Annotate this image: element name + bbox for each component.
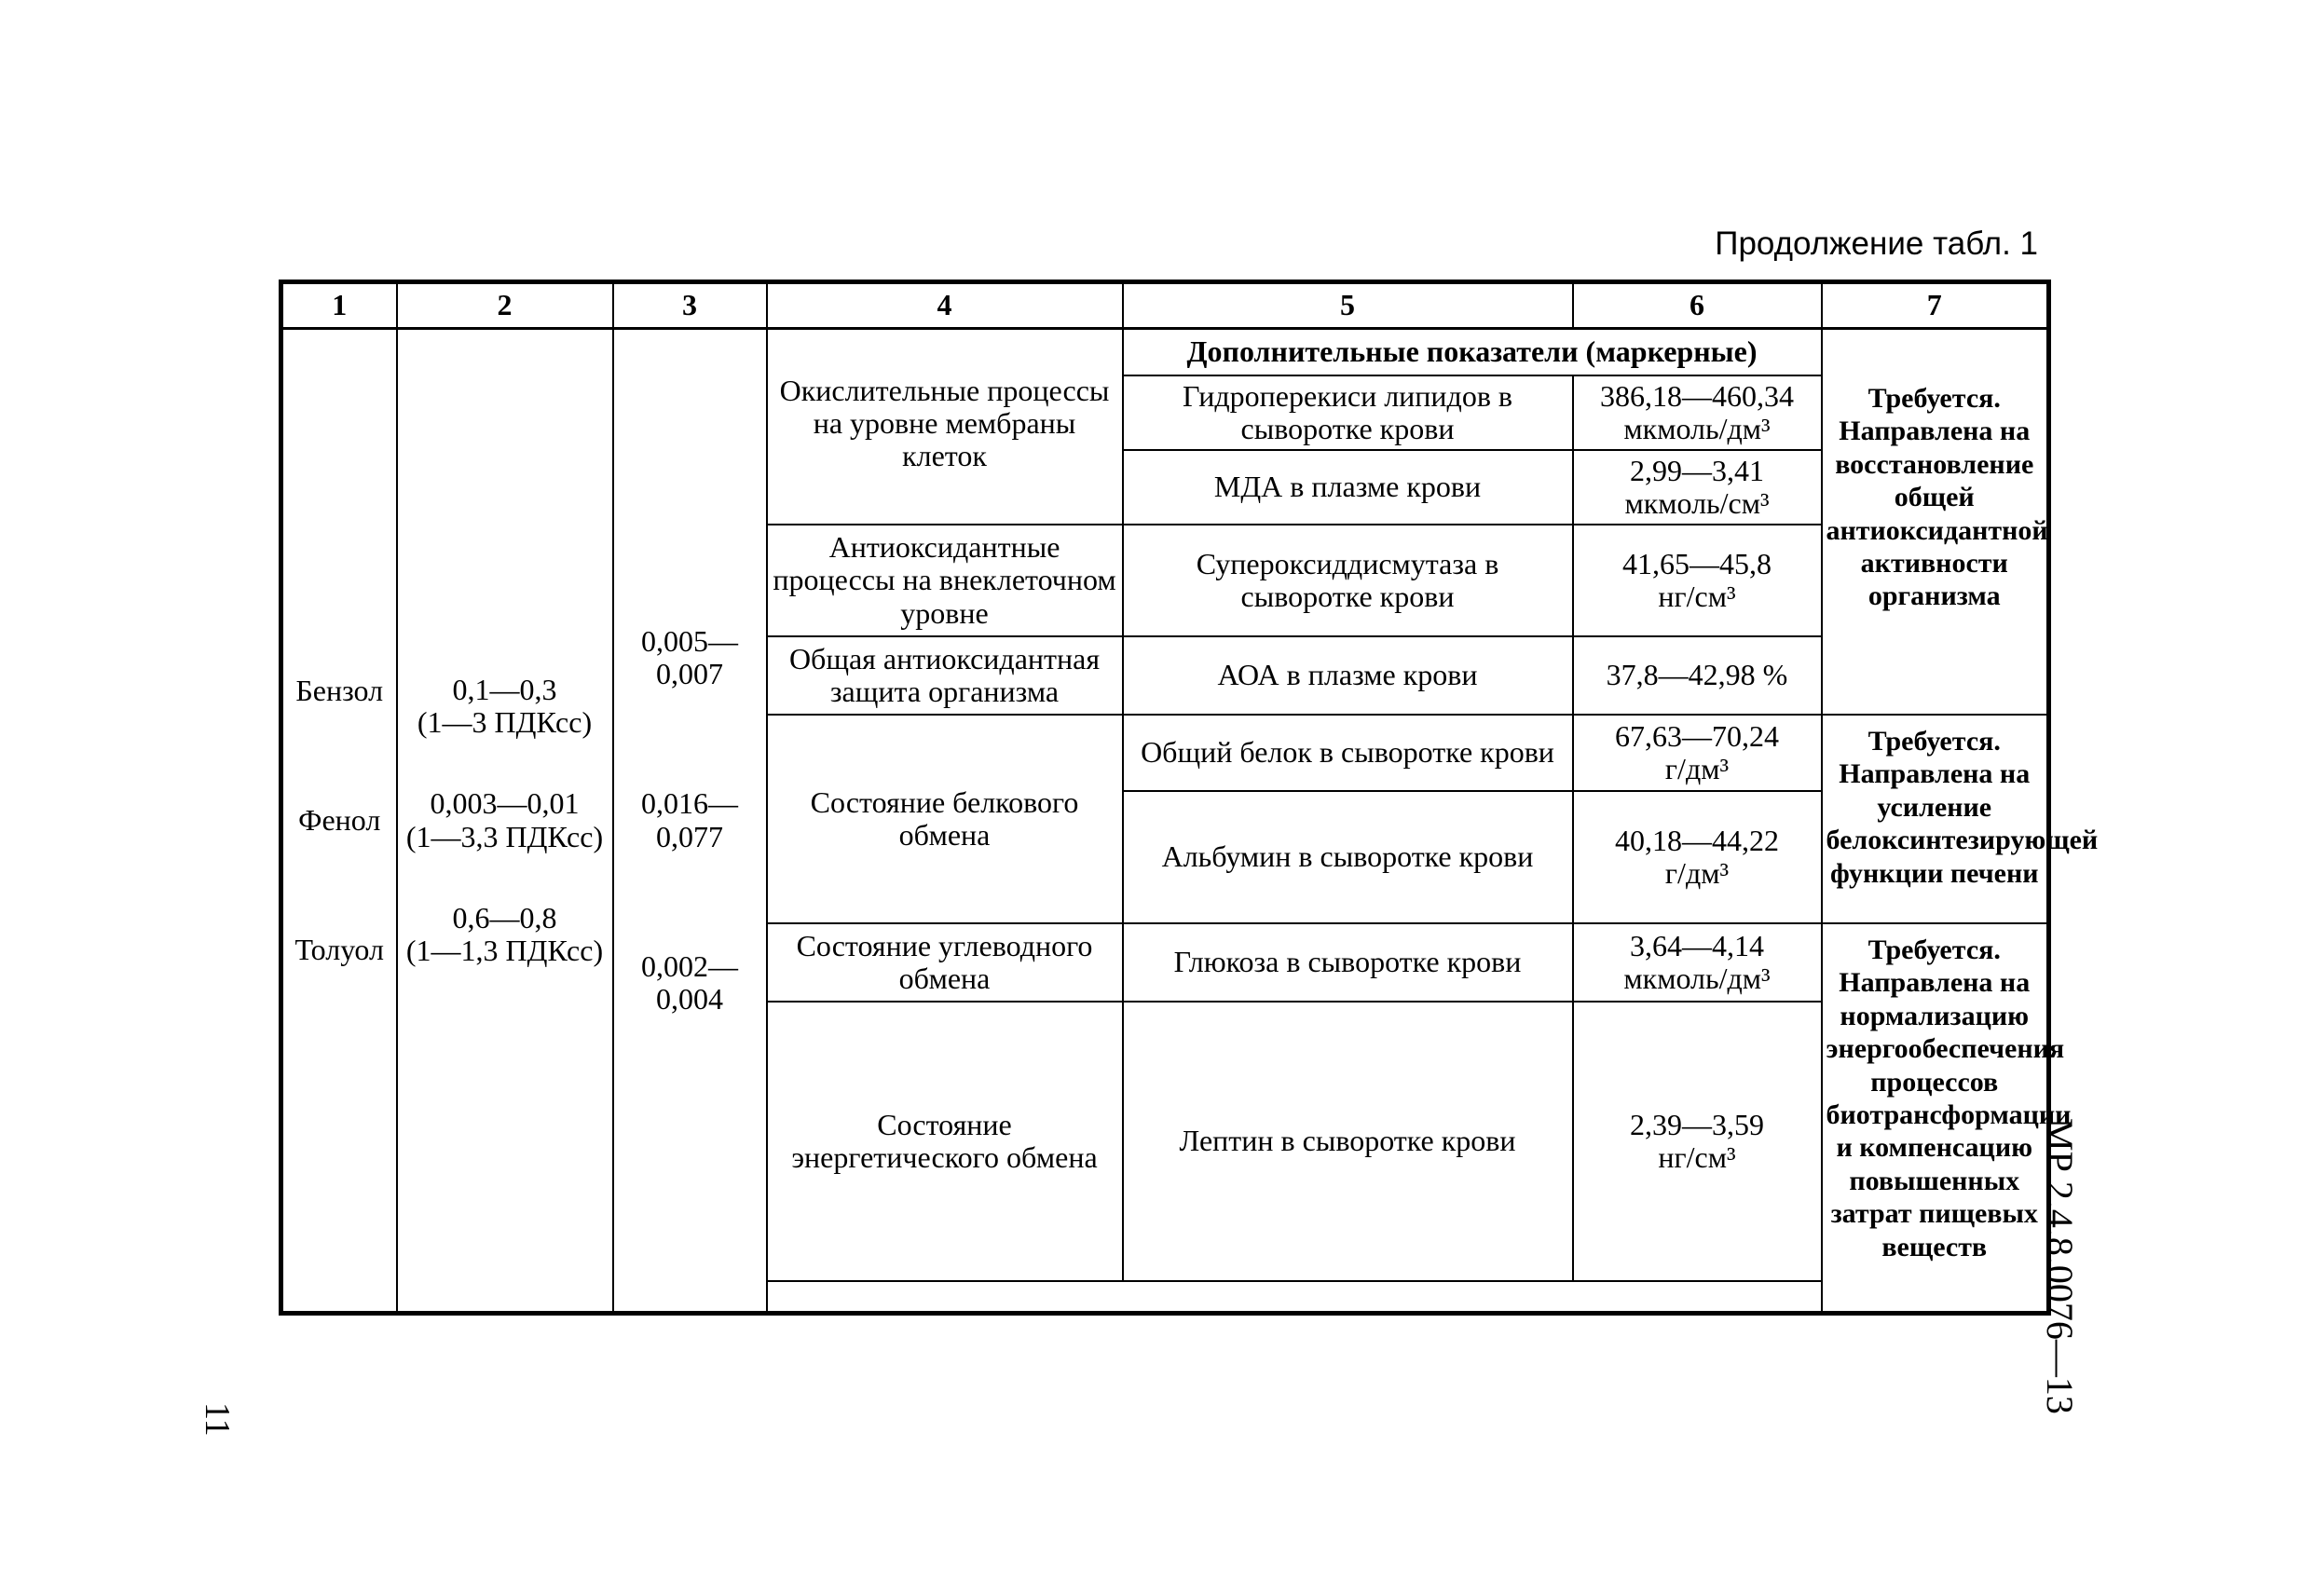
process-cell: Состояние белкового обмена	[767, 715, 1123, 923]
document-code: МР 2.4.8.0076—13	[2039, 1118, 2081, 1414]
column-number: 1	[281, 282, 397, 329]
indicator-range: 386,18—460,34 мкмоль/дм³	[1573, 375, 1822, 450]
process-cell: Окислительные процессы на уровне мембраны клеток	[767, 329, 1123, 525]
indicator-name: Глюкоза в сыворотке крови	[1123, 923, 1573, 1002]
indicator-range: 2,39—3,59 нг/см³	[1573, 1002, 1822, 1281]
dose-value-cell	[613, 329, 767, 1314]
concentration-range: 0,6—0,8	[452, 900, 557, 934]
pdk-range: (1—3,3 ПДКсс)	[405, 819, 604, 853]
substance-name: Толуол	[294, 933, 384, 967]
dose-value: 0,016—0,077	[641, 786, 738, 853]
indicator-range: 40,18—44,22 г/дм³	[1573, 791, 1822, 923]
dose-value: 0,005—0,007	[641, 623, 738, 691]
indicator-range: 3,64—4,14 мкмоль/дм³	[1573, 923, 1822, 1002]
indicator-range: 41,65—45,8 нг/см³	[1573, 525, 1822, 636]
substance-name: Фенол	[298, 802, 381, 837]
column-number: 2	[397, 282, 613, 329]
pdk-range: (1—1,3 ПДКсс)	[405, 933, 604, 967]
concentration-range: 0,003—0,01	[430, 786, 580, 821]
recommendation-cell: Требуется. Направлена на восстановление общей антиоксидантной активности организма	[1822, 329, 2049, 716]
substance-name: Бензол	[295, 673, 384, 707]
dose-value: 0,002—0,004	[641, 948, 738, 1016]
column-number: 5	[1123, 282, 1573, 329]
indicator-range: 67,63—70,24 г/дм³	[1573, 715, 1822, 791]
indicator-range: 2,99—3,41 мкмоль/см³	[1573, 450, 1822, 525]
indicator-name: АОА в плазме крови	[1123, 636, 1573, 715]
indicator-name: Гидроперекиси липидов в сыворотке крови	[1123, 375, 1573, 450]
markers-header: Дополнительные показатели (маркерные)	[1123, 329, 1822, 376]
column-number: 3	[613, 282, 767, 329]
indicator-range: 37,8—42,98 %	[1573, 636, 1822, 715]
process-cell: Состояние углеводного обмена	[767, 923, 1123, 1002]
indicator-name: Супероксиддисмутаза в сыворотке крови	[1123, 525, 1573, 636]
recommendation-cell: Требуется. Направлена на нормализацию энергообеспечения процессов биотрансформации и компенсацию повышенных затрат пищевых веществ	[1822, 923, 2049, 1314]
column-number: 6	[1573, 282, 1822, 329]
table-row	[281, 329, 2049, 376]
table-caption: Продолжение табл. 1	[1715, 225, 2038, 262]
process-cell: Общая антиоксидантная защита организма	[767, 636, 1123, 715]
indicator-name: Лептин в сыворотке крови	[1123, 1002, 1573, 1281]
pdk-range: (1—3 ПДКсс)	[417, 705, 593, 740]
column-number: 4	[767, 282, 1123, 329]
recommendation-cell: Требуется. Направлена на усиление белоксинтезирующей функции печени	[1822, 715, 2049, 923]
indicator-name: МДА в плазме крови	[1123, 450, 1573, 525]
concentration-range: 0,1—0,3	[452, 672, 557, 706]
column-number: 7	[1822, 282, 2049, 329]
indicator-name: Общий белок в сыворотке крови	[1123, 715, 1573, 791]
column-number-row	[281, 282, 2049, 329]
substance-names-cell	[281, 329, 397, 1314]
process-cell: Состояние энергетического обмена	[767, 1002, 1123, 1281]
indicator-name: Альбумин в сыворотке крови	[1123, 791, 1573, 923]
page-number: 11	[198, 1402, 237, 1437]
process-cell: Антиоксидантные процессы на внеклеточном уровне	[767, 525, 1123, 636]
concentration-range-cell	[397, 329, 613, 1314]
